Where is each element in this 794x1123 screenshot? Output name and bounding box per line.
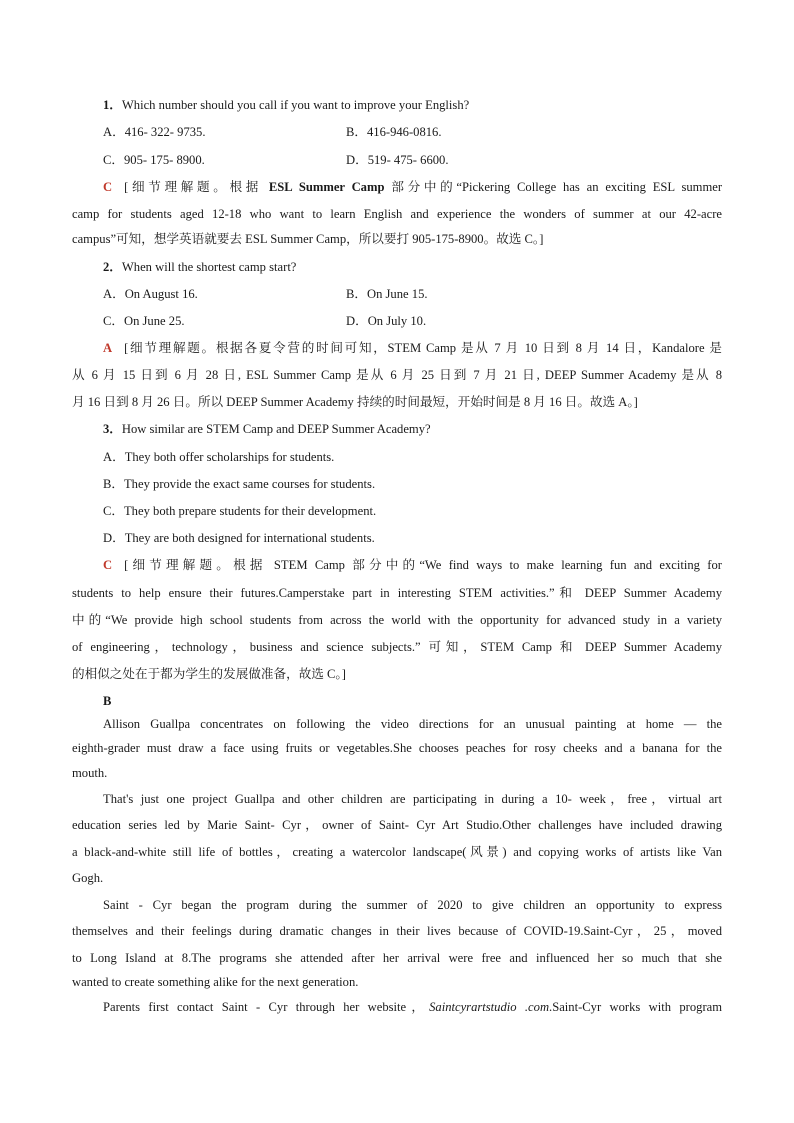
question-text: Which number should you call if you want to improve your English? [121, 98, 470, 112]
question-text: When will the shortest camp start? [121, 260, 297, 274]
paragraph-line: That's just one project Guallpa and other children are participating in during a 10- week，free，virtual art [103, 792, 722, 806]
explanation-line: students to help ensure their futures.Camperstake part in interesting STEM activities.”和 DEEP Summer Academy [72, 586, 722, 600]
explanation-line: of engineering，technology，business and science subjects.” 可知，STEM Camp 和 DEEP Summer Academy [72, 640, 722, 654]
paragraph-line: Parents first contact Saint - Cyr through her website，Saintcyrartstudio .com.Saint-Cyr works with program [103, 1000, 723, 1014]
paragraph-line: themselves and their feelings during dramatic changes in their lives because of COVID-19.Saint-Cyr，25，moved [72, 924, 722, 938]
option-b: B．On June 15. [346, 287, 428, 301]
explanation-line: 月 16 日到 8 月 26 日。所以 DEEP Summer Academy 持续的时间最短，开始时间是 8 月 16 日。故选 A。] [72, 395, 638, 409]
question-3 [103, 421, 431, 437]
explanation-line: A [细节理解题。根据各夏令营的时间可知，STEM Camp 是从 7 月 10 日到 8 月 14 日，Kandalore 是 [103, 341, 722, 355]
paragraph-line: eighth-grader must draw a face using fruits or vegetables.She chooses peaches for rosy cheeks and a banana for the [72, 741, 722, 755]
option-a: A．On August 16. [103, 287, 198, 301]
explanation-line: 从 6 月 15 日到 6 月 28 日, ESL Summer Camp 是从 6 月 25 日到 7 月 21 日, DEEP Summer Academy 是从 8 [72, 368, 722, 382]
explanation-line: 中的“We provide high school students from across the world with the opportunity for advanced study in a variety [72, 613, 722, 627]
option-c: C．905- 175- 8900. [103, 153, 205, 167]
website-link[interactable]: Saintcyrartstudio .com [429, 1000, 550, 1014]
option-a: A．416- 322- 9735. [103, 125, 206, 139]
option-d: D．On July 10. [346, 314, 427, 328]
option-c: C．They both prepare students for their development. [103, 504, 377, 518]
option-d: D．519- 475- 6600. [346, 153, 449, 167]
paragraph-line: wanted to create something alike for the next generation. [72, 975, 359, 989]
paragraph-line: education series led by Marie Saint- Cyr，owner of Saint- Cyr Art Studio.Other challenges have included drawing [72, 818, 722, 832]
explanation-line: C [细节理解题。根据 ESL Summer Camp 部分中的“Pickering College has an exciting ESL summer [103, 180, 723, 194]
option-b: B．416-946-0816. [346, 125, 442, 139]
question-number: 2． [103, 260, 122, 274]
section-heading: B [103, 694, 112, 708]
answer-letter: A [103, 341, 113, 355]
option-c: C．On June 25. [103, 314, 185, 328]
answer-letter: C [103, 558, 113, 572]
question-number: 3． [103, 422, 122, 436]
explanation-line: campus”可知，想学英语就要去 ESL Summer Camp，所以要打 905-175-8900。故选 C。] [72, 232, 544, 246]
paragraph-line: Gogh. [72, 871, 104, 885]
option-a: A．They both offer scholarships for students. [103, 450, 335, 464]
paragraph-line: a black-and-white still life of bottles，creating a watercolor landscape(风景) and copying works of artists like Van [72, 845, 722, 859]
explanation-line: camp for students aged 12-18 who want to learn English and experience the wonders of summer at our 42-acre [72, 207, 722, 221]
paragraph-line: Allison Guallpa concentrates on following the video directions for an unusual painting at home — the [103, 717, 722, 731]
paragraph-line: Saint - Cyr began the program during the summer of 2020 to give children an opportunity to express [103, 898, 722, 912]
question-number: 1． [103, 98, 122, 112]
answer-letter: C [103, 180, 113, 194]
explanation-line: 的相似之处在于都为学生的发展做准备，故选 C。] [72, 667, 346, 681]
question-text: How similar are STEM Camp and DEEP Summer Academy? [121, 422, 431, 436]
option-d: D．They are both designed for international students. [103, 531, 375, 545]
question-1 [103, 97, 469, 113]
paragraph-line: mouth. [72, 766, 108, 780]
paragraph-line: to Long Island at 8.The programs she attended after her arrival were free and influenced her so much that she [72, 951, 722, 965]
option-b: B．They provide the exact same courses for students. [103, 477, 376, 491]
explanation-line: C [细节理解题。根据 STEM Camp 部分中的“We find ways to make learning fun and exciting for [103, 558, 722, 572]
question-2 [103, 259, 296, 275]
